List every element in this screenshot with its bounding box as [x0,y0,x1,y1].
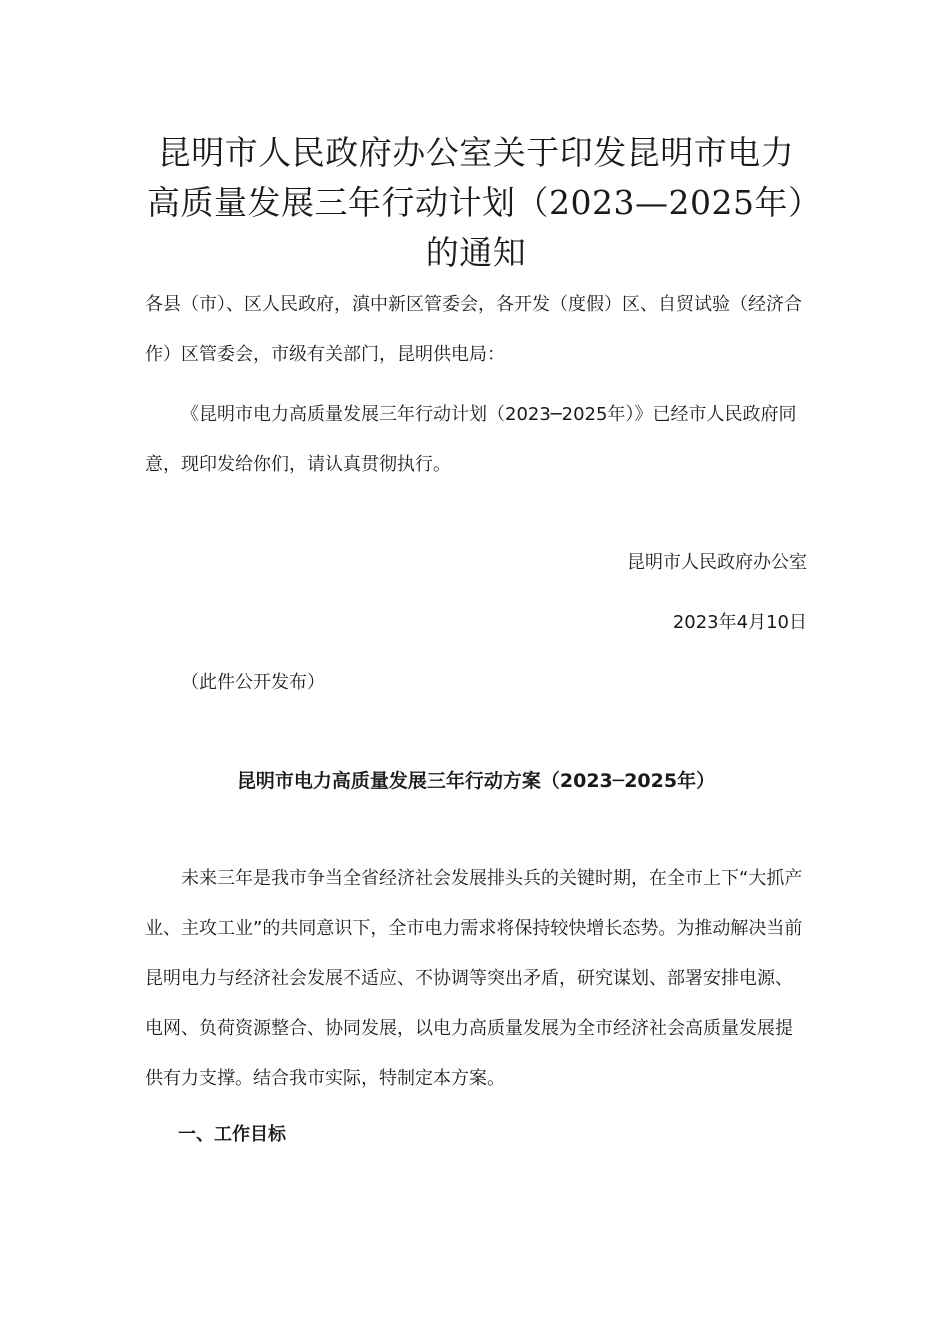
section-heading: 一、工作目标 [178,1124,286,1145]
signature-date: 2023年4月10日 [672,612,807,633]
plan-title: 昆明市电力高质量发展三年行动方案（2023─2025年） [236,770,716,792]
salutation: 各县（市）、区人民政府，滇中新区管委会，各开发（度假）区、自贸试验（经济合作）区管委会，市级有关部门，昆明供电局： [145,294,802,365]
document-page [145,128,807,1160]
notice-paragraph: 《昆明市电力高质量发展三年行动计划（2023─2025年）》已经市人民政府同意，现印发给你们，请认真贯彻执行。 [145,404,797,475]
document-title: 昆明市人民政府办公室关于印发昆明市电力高质量发展三年行动计划（2023—2025年）的通知 [147,133,805,272]
public-release-note: （此件公开发布） [181,672,325,693]
signature-organization: 昆明市人民政府办公室 [627,552,807,573]
intro-paragraph: 未来三年是我市争当全省经济社会发展排头兵的关键时期，在全市上下“大抓产业、主攻工业”的共同意识下，全市电力需求将保持较快增长态势。为推动解决当前昆明电力与经济社会发展不适应、不协调等突出矛盾，研究谋划、部署安排电源、电网、负荷资源整合、协同发展，以电力高质量发展为全市经济社会高质量发展提供有力支撑。结合我市实际，特制定本方案。 [145,868,803,1089]
